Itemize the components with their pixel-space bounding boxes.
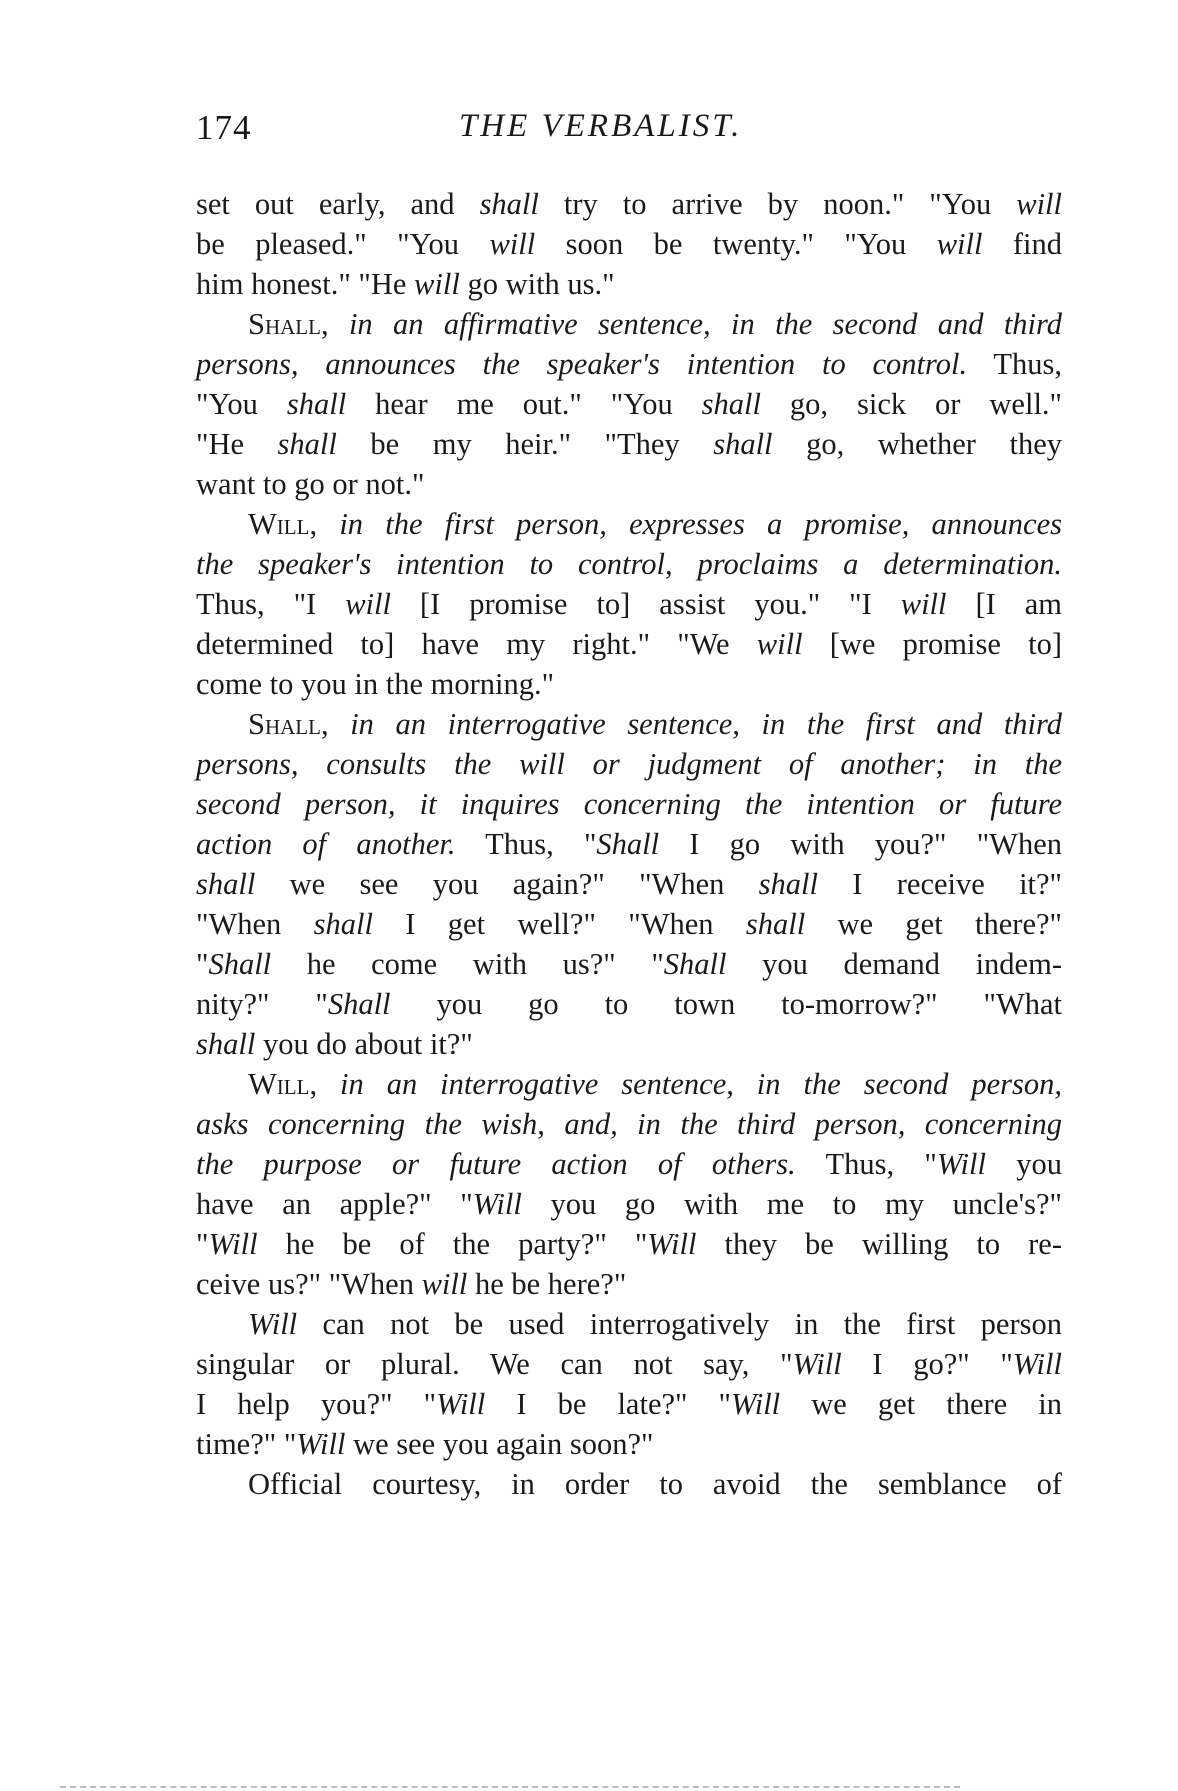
text-line: Shall, in an affirmative sentence, in the second and third bbox=[248, 307, 1063, 341]
text-line: have an apple?" "Will you go with me to my uncle's?" bbox=[196, 1187, 1062, 1221]
text-line: shall you do about it?" bbox=[196, 1027, 473, 1061]
text-line: second person, it inquires concerning the intention or future bbox=[196, 787, 1062, 821]
text-line: nity?" "Shall you go to town to-morrow?" "What bbox=[196, 987, 1063, 1021]
text-line: want to go or not." bbox=[196, 467, 425, 501]
text-line: the purpose or future action of others. Thus, "Will you bbox=[196, 1147, 1062, 1181]
text-line: Will, in an interrogative sentence, in the second person, bbox=[248, 1067, 1063, 1101]
text-line: "You shall hear me out." "You shall go, sick or well." bbox=[196, 387, 1062, 421]
text-line: I help you?" "Will I be late?" "Will we get there in bbox=[196, 1387, 1062, 1421]
text-line: persons, consults the will or judgment of another; in the bbox=[196, 747, 1062, 781]
text-line: singular or plural. We can not say, "Will I go?" "Will bbox=[196, 1347, 1062, 1381]
text-line: set out early, and shall try to arrive by noon." "You will bbox=[196, 187, 1062, 221]
text-line: Thus, "I will [I promise to] assist you." "I will [I am bbox=[196, 587, 1063, 621]
text-line: asks concerning the wish, and, in the third person, concerning bbox=[196, 1107, 1062, 1141]
text-line: "Shall he come with us?" "Shall you demand indem- bbox=[196, 947, 1062, 981]
running-title: THE VERBALIST. bbox=[459, 108, 743, 144]
text-line: be pleased." "You will soon be twenty." "You will find bbox=[196, 227, 1063, 261]
text-line: him honest." "He will go with us." bbox=[196, 267, 615, 301]
text-line: determined to] have my right." "We will [we promise to] bbox=[196, 627, 1062, 661]
text-line: "When shall I get well?" "When shall we get there?" bbox=[196, 907, 1062, 941]
text-line: "He shall be my heir." "They shall go, whether they bbox=[196, 427, 1062, 461]
text-line: persons, announces the speaker's intention to control. Thus, bbox=[196, 347, 1062, 381]
page-number: 174 bbox=[196, 108, 252, 147]
body-text bbox=[196, 184, 1062, 1504]
text-line: Will can not be used interrogatively in the first person bbox=[248, 1307, 1062, 1341]
text-line: time?" "Will we see you again soon?" bbox=[196, 1427, 654, 1461]
text-line: the speaker's intention to control, proclaims a determination. bbox=[196, 547, 1062, 581]
text-line: Will, in the first person, expresses a promise, announces bbox=[248, 507, 1062, 541]
text-line: "Will he be of the party?" "Will they be willing to re- bbox=[196, 1227, 1062, 1261]
text-line: come to you in the morning." bbox=[196, 667, 555, 701]
text-line: Shall, in an interrogative sentence, in the first and third bbox=[248, 707, 1063, 741]
text-line: shall we see you again?" "When shall I receive it?" bbox=[196, 867, 1063, 901]
page-bottom-edge bbox=[60, 1786, 960, 1790]
page-header bbox=[196, 108, 1056, 158]
text-line: action of another. Thus, "Shall I go with you?" "When bbox=[196, 827, 1062, 861]
text-line: ceive us?" "When will he be here?" bbox=[196, 1267, 627, 1301]
text-line: Official courtesy, in order to avoid the semblance of bbox=[248, 1467, 1062, 1501]
